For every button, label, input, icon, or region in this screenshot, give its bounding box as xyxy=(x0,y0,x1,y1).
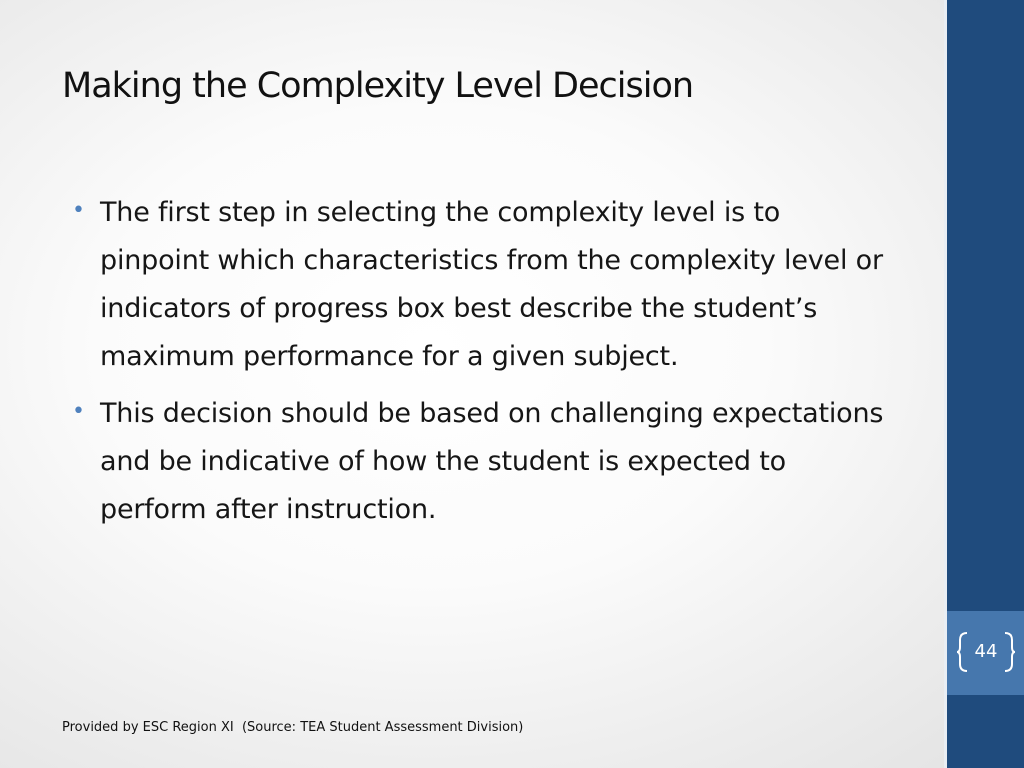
bullet-dot-icon: • xyxy=(72,198,85,223)
bullet-text: This decision should be based on challenging expectations and be indicative of how the student is expected to perform after instruction. xyxy=(100,398,884,525)
slide-title: Making the Complexity Level Decision xyxy=(62,66,694,106)
bullet-text: The first step in selecting the complexity level is to pinpoint which characteristics from the complexity level or indicators of progress box best describe the student’s maximum performance for a given subject. xyxy=(100,197,883,372)
page-number: 44 xyxy=(974,641,998,662)
bullet-list xyxy=(72,189,892,543)
footer-source-note: Provided by ESC Region XI (Source: TEA Student Assessment Division) xyxy=(62,720,524,735)
bullet-dot-icon: • xyxy=(72,399,85,424)
page-number-box xyxy=(957,629,1015,675)
bullet-item xyxy=(72,390,892,534)
bullet-item xyxy=(72,189,892,381)
